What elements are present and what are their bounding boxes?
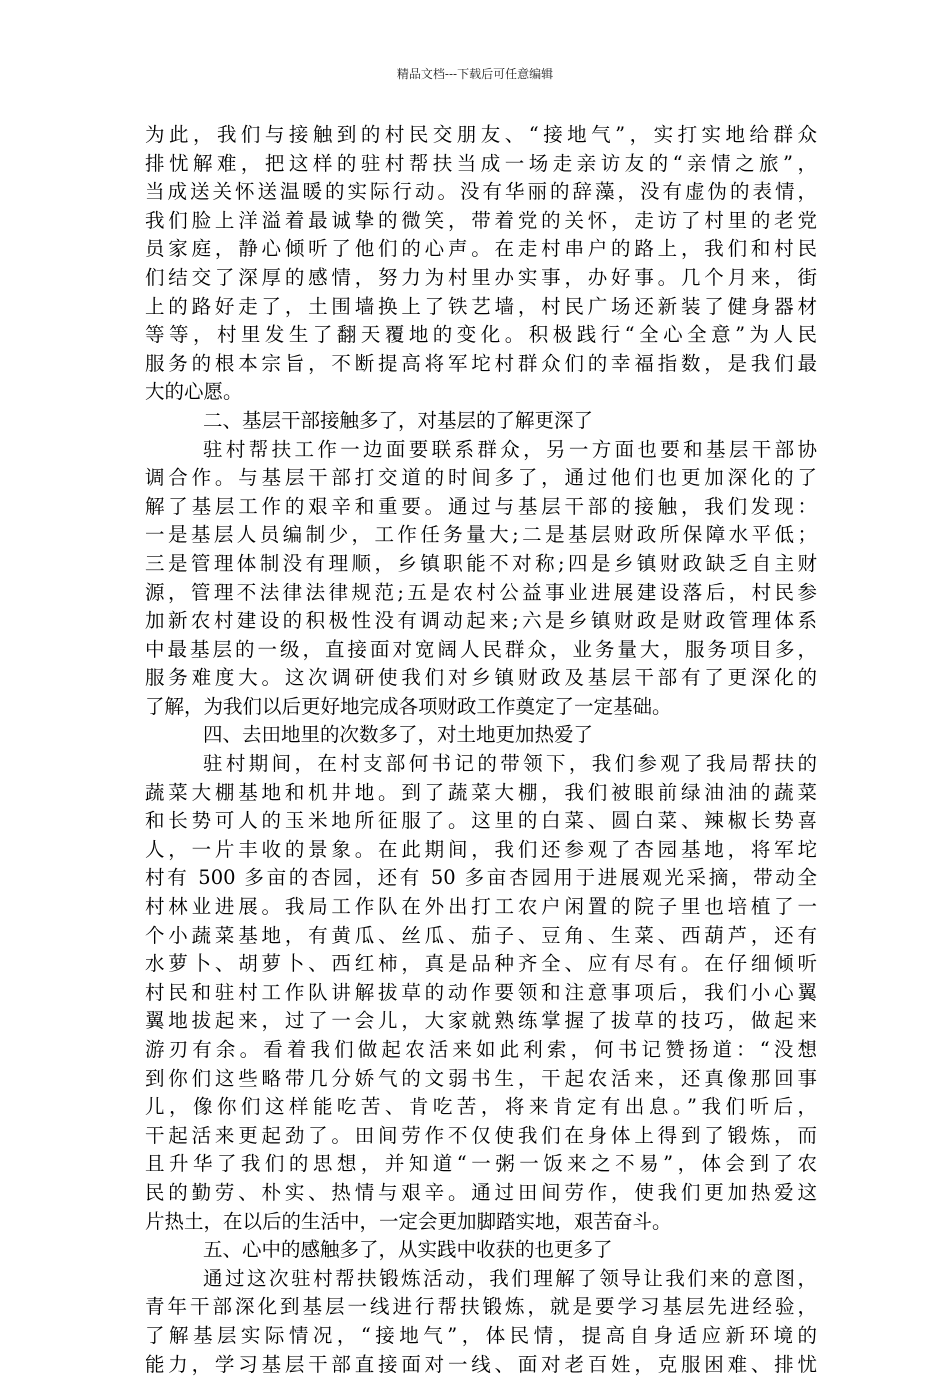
text-line: 上的路好走了，土围墙换上了铁艺墙，村民广场还新装了健身器材 <box>145 294 817 318</box>
text-line: 游刃有余。看着我们做起农活来如此利索，何书记赞扬道：“没想 <box>145 1038 817 1061</box>
text-line: 村有 500 多亩的杏园，还有 50 多亩杏园用于进展观光采摘，带动全 <box>145 866 817 890</box>
text-line: 了解基层实际情况，“接地气”，体民情，提高自身适应新环境的 <box>145 1323 817 1347</box>
text-line: 通过这次驻村帮扶锻炼活动，我们理解了领导让我们来的意图， <box>203 1266 817 1290</box>
text-line: 片热土，在以后的生活中，一定会更加脚踏实地，艰苦奋斗。 <box>145 1209 672 1233</box>
text-line: 干起活来更起劲了。田间劳作不仅使我们在身体上得到了锻炼，而 <box>145 1123 817 1147</box>
page-header: 精品文档---下载后可任意编辑 <box>396 67 554 81</box>
text-line: 当成送关怀送温暖的实际行动。没有华丽的辞藻，没有虚伪的表情， <box>145 180 817 204</box>
text-line: 我们脸上洋溢着最诚挚的微笑，带着党的关怀，走访了村里的老党 <box>145 208 817 232</box>
text-line: 服务的根本宗旨，不断提高将军坨村群众们的幸福指数，是我们最 <box>145 351 817 375</box>
text-line: 和长势可人的玉米地所征服了。这里的白菜、圆白菜、辣椒长势喜 <box>145 809 817 833</box>
text-line: 民的勤劳、朴实、热情与艰辛。通过田间劳作，使我们更加热爱这 <box>145 1180 817 1204</box>
text-line: 青年干部深化到基层一线进行帮扶锻炼，就是要学习基层先进经验， <box>145 1295 817 1319</box>
text-line: 翼地拔起来，过了一会儿，大家就熟练掌握了拔草的技巧，做起来 <box>145 1009 817 1033</box>
text-line: 了解，为我们以后更好地完成各项财政工作奠定了一定基础。 <box>145 694 672 718</box>
text-line: 中最基层的一级，直接面对宽阔人民群众，业务量大，服务项目多， <box>145 637 817 661</box>
text-line: 为此，我们与接触到的村民交朋友、“接地气”，实打实地给群众 <box>145 123 817 146</box>
text-line: 个小蔬菜基地，有黄瓜、丝瓜、茄子、豆角、生菜、西葫芦，还有 <box>145 923 817 947</box>
text-line: 调合作。与基层干部打交道的时间多了，通过他们也更加深化的了 <box>145 466 817 490</box>
text-line: 们结交了深厚的感情，努力为村里办实事，办好事。几个月来，街 <box>145 265 817 289</box>
text-line: 源，管理不法律法律规范;五是农村公益事业进展建设落后，村民参 <box>145 580 817 604</box>
text-line: 人，一片丰收的景象。在此期间，我们还参观了杏园基地，将军坨 <box>145 837 817 861</box>
text-line: 加新农村建设的积极性没有调动起来;六是乡镇财政是财政管理体系 <box>145 609 817 633</box>
text-line: 驻村期间，在村支部何书记的带领下，我们参观了我局帮扶的 <box>203 752 817 776</box>
text-line: 服务难度大。这次调研使我们对乡镇财政及基层干部有了更深化的 <box>145 666 817 690</box>
text-line: 三是管理体制没有理顺，乡镇职能不对称;四是乡镇财政缺乏自主财 <box>145 551 817 575</box>
text-line: 到你们这些略带几分娇气的文弱书生，干起农活来，还真像那回事 <box>145 1066 817 1090</box>
text-line: 等等，村里发生了翻天覆地的变化。积极践行“全心全意”为人民 <box>145 323 817 347</box>
text-line: 村林业进展。我局工作队在外出打工农户闲置的院子里也培植了一 <box>145 895 817 919</box>
text-line: 解了基层工作的艰辛和重要。通过与基层干部的接触，我们发现： <box>145 494 817 518</box>
text-line: 儿，像你们这样能吃苦、肯吃苦，将来肯定有出息。”我们听后， <box>145 1095 817 1119</box>
text-line: 水萝卜、胡萝卜、西红柿，真是品种齐全、应有尽有。在仔细倾听 <box>145 952 817 976</box>
text-line: 村民和驻村工作队讲解拔草的动作要领和注意事项后，我们小心翼 <box>145 980 817 1004</box>
document-body <box>145 121 817 1379</box>
section-heading: 四、去田地里的次数多了，对土地更加热爱了 <box>203 723 594 747</box>
text-line: 驻村帮扶工作一边面要联系群众，另一方面也要和基层干部协 <box>203 437 817 461</box>
section-heading: 二、基层干部接触多了，对基层的了解更深了 <box>203 408 594 432</box>
section-heading: 五、心中的感触多了，从实践中收获的也更多了 <box>203 1238 613 1262</box>
text-line: 排忧解难，把这样的驻村帮扶当成一场走亲访友的“亲情之旅”， <box>145 151 817 175</box>
text-line: 一是基层人员编制少，工作任务量大;二是基层财政所保障水平低； <box>145 523 817 547</box>
text-line: 且升华了我们的思想，并知道“一粥一饭来之不易”，体会到了农 <box>145 1152 817 1176</box>
text-line: 蔬菜大棚基地和机井地。到了蔬菜大棚，我们被眼前绿油油的蔬菜 <box>145 780 817 804</box>
text-line: 员家庭，静心倾听了他们的心声。在走村串户的路上，我们和村民 <box>145 237 817 261</box>
text-line: 大的心愿。 <box>145 380 243 404</box>
text-line: 能力，学习基层干部直接面对一线、面对老百姓，克服困难、排忧 <box>145 1352 817 1376</box>
